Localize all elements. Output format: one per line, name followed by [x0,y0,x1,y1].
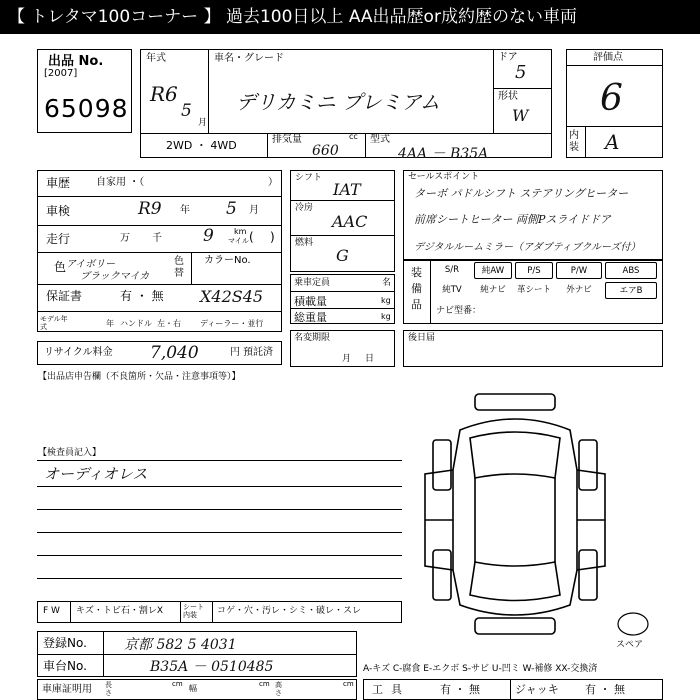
sales-point-line-3: デジタルルームミラー（アダプティブクルーズ付） [414,242,641,253]
jack-label: ジャッキ [515,683,559,696]
details-left [37,170,282,332]
inspection-year-unit: 年 [180,205,190,216]
recycle-note: 預託済 [243,347,273,358]
mileage-unit-sen: 千 [152,233,162,244]
registration-label: 登録No. [43,636,87,650]
tools-options: 有 ・ 無 [440,683,480,696]
name-change-label: 名変期限 [294,333,331,343]
shift-value: IAT [333,180,361,199]
capacity-label: 乗車定員 [294,278,331,288]
name-change-unit: 月日 [342,354,389,364]
spare-tire-icon [615,610,651,638]
equip-pw: P/W [556,262,602,279]
chassis-value: B35A － 0510485 [150,659,274,675]
doors-label: ドア [498,52,518,63]
lot-number: 65098 [44,94,129,123]
car-name-value: デリカミニ プレミアム [236,90,440,114]
displacement-value: 660 [312,143,339,159]
color-change-label: 色替 [174,256,184,279]
displacement-label: 排気量 [272,134,302,145]
load-label: 積載量 [294,295,327,308]
equip-sr: S/R [444,265,460,275]
color-value: ブラックマイカ [80,271,150,282]
equip-ext-navi: 外ナビ [566,285,592,295]
fw-items: キズ・トビ石・割レX [76,606,163,616]
recycle-label: リサイクル料金 [44,347,113,358]
equip-ps: P/S [515,262,553,279]
model-year-change: モデル年式 [40,315,68,331]
history-label: 車歴 [46,176,71,190]
banner-title: 【 トレタマ100コーナー 】 過去100日以上 AA出品歴or成約歴のない車両 [0,0,700,34]
interior-value: A [605,130,620,154]
equip-tv: 純TV [442,285,462,295]
registration-value: 京都 582 5 4031 [124,637,237,653]
dealer-label: ディーラー・並行 [200,319,264,328]
chassis-label: 車台No. [43,659,87,673]
sales-point-line-2: 前席シートヒーター 両側Pスライドドア [414,213,611,226]
year-month-value: 5 [181,101,192,121]
garage-width: 幅 [189,684,197,693]
after-install-box [403,330,663,367]
color-no-label: カラーNo. [204,255,251,266]
inspection-year-value: R9 [138,199,162,219]
car-diagram [415,390,615,640]
gross-label: 総重量 [294,311,327,324]
ac-label: 冷房 [295,203,314,213]
equip-navi: 純ナビ [480,285,506,295]
model-code-value: 4AA － B35A [398,146,489,162]
inspection-month-unit: 月 [249,205,259,216]
drive-type: 2WD ・ 4WD [166,139,237,152]
equip-alloy: 純AW [474,262,512,279]
recycle-value: 7,040 [150,343,199,363]
car-name-label: 車名・グレード [214,53,284,64]
equip-abs: ABS [605,262,657,279]
jack-options: 有 ・ 無 [585,683,625,696]
garage-length: 長さ [105,681,112,697]
garage-label: 車庫証明用 [42,684,92,695]
mileage-label: 走行 [46,232,71,246]
load-unit: kg [381,296,391,305]
fw-label: F W [43,606,60,616]
inspector-value: オーディオレス [44,465,148,483]
mileage-value: 9 [203,226,214,246]
garage-height: 高さ [275,681,282,697]
mileage-unit-mile: マイル [228,237,249,245]
handle-label: ハンドル [120,319,152,328]
mileage-unit-man: 万 [120,233,130,244]
lot-box [37,49,132,133]
color-no-value: X42S45 [200,287,264,306]
shape-value: W [512,106,529,125]
shift-label: シフト [295,173,323,183]
sales-point-line-1: ターボ パドルシフト ステアリングヒーター [414,187,629,200]
fuel-label: 燃料 [295,238,314,248]
garage-width-unit: cm [259,680,270,688]
color-value-2: アイボリー [66,259,116,270]
displacement-unit: cc [349,132,358,141]
warranty-label: 保証書 [46,289,83,303]
lot-label: 出品 No. [48,54,104,69]
capacity-unit: 名 [382,278,392,288]
gross-unit: kg [381,312,391,321]
year-month-unit: 月 [198,118,208,128]
model-year-month: 年 [106,319,114,328]
doors-value: 5 [515,62,527,83]
interior-label: 内装 [569,130,579,153]
history-options: 自家用 ・（ [96,177,145,188]
spare-label: スペア [616,640,644,650]
equipment-label: 装備品 [411,266,422,311]
shape-label: 形状 [498,91,518,102]
mileage-unit-km: km [234,227,247,236]
score-value: 6 [600,78,623,119]
garage-length-unit: cm [172,680,183,688]
after-install-label: 後日届 [408,333,436,343]
year-label: 年式 [146,53,166,64]
model-code-label: 型式 [370,134,390,145]
ac-value: AAC [332,212,368,231]
history-close: ） [268,177,278,188]
score-label: 評価点 [593,52,623,63]
fuel-value: G [336,246,349,265]
inspection-month-value: 5 [226,199,237,219]
tools-label: 工具 [372,683,410,696]
year-value: R6 [150,82,178,106]
navi-model-label: ナビ型番： [436,306,482,316]
fw-items2: コゲ・穴・汚レ・シミ・破レ・スレ [217,606,362,616]
seller-notes-label: 【出品店申告欄（不良箇所・欠品・注意事項等）】 [38,372,241,382]
lot-year-tag: [2007] [44,68,78,79]
color-label: 色 [54,260,67,274]
sales-points-label: セールスポイント [408,172,480,182]
garage-height-unit: cm [343,680,354,688]
recycle-unit: 円 [230,347,240,358]
lot-year-value: 2007 [47,68,74,79]
warranty-options: 有 ・ 無 [120,289,164,303]
equip-airbag: エアB [605,282,657,299]
inspection-label: 車検 [46,204,71,218]
equip-leather: 革シート [516,285,551,295]
inspector-label: 【検査員記入】 [38,448,102,458]
handle-lr: 左・右 [157,319,181,328]
fw-sheet: シート内装 [183,603,204,619]
damage-legend: A-キズ C-腐食 E-エクボ S-サビ U-凹ミ W-補修 XX-交換済 [363,664,598,674]
